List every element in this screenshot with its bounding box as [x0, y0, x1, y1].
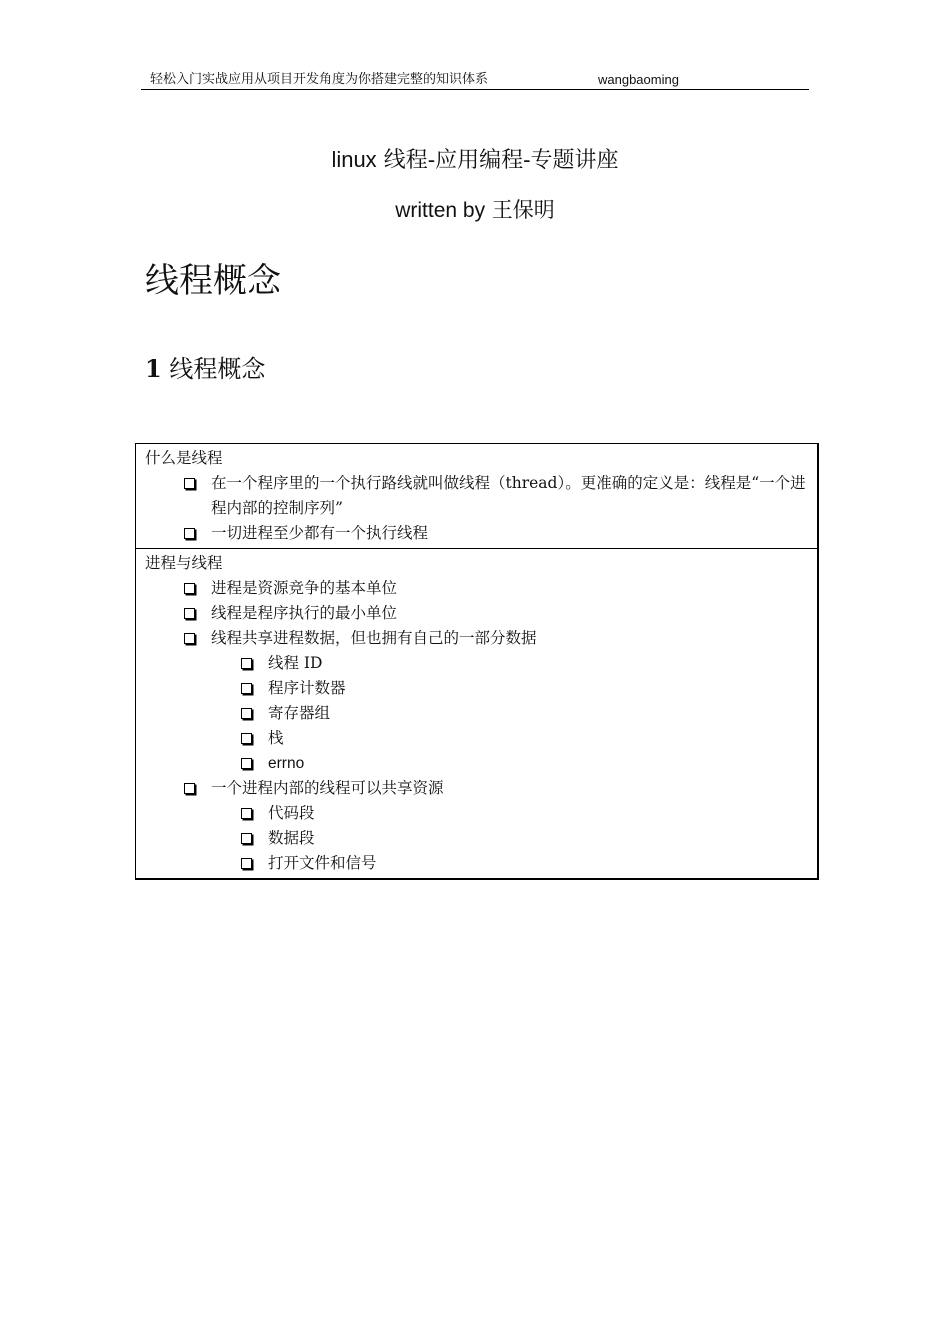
- sub-list-item-text: 栈: [268, 729, 284, 747]
- sub-list-item: [145, 751, 817, 776]
- checkbox-bullet-icon: [184, 633, 195, 644]
- heading-2: [145, 352, 265, 386]
- list-item-text: 一切进程至少都有一个执行线程: [211, 524, 429, 542]
- list-item: [145, 576, 817, 601]
- author-name: 王保明: [491, 198, 555, 222]
- heading-1: 线程概念: [145, 261, 281, 301]
- checkbox-bullet-icon: [184, 528, 195, 539]
- sub-list-item: [145, 851, 817, 876]
- list-item: [145, 521, 817, 546]
- section-title: 进程与线程: [145, 554, 223, 572]
- header-right-text: wangbaoming: [598, 72, 679, 87]
- checkbox-bullet-icon: [241, 733, 252, 744]
- sub-list-item: [145, 651, 817, 676]
- list-item-text: 线程共享进程数据，但也拥有自己的一部分数据: [211, 629, 537, 647]
- list-item: [145, 471, 817, 521]
- checkbox-bullet-icon: [241, 858, 252, 869]
- sub-list-item-text: 代码段: [268, 804, 315, 822]
- checkbox-bullet-icon: [241, 808, 252, 819]
- list-item: [145, 601, 817, 626]
- heading-2-number: 1: [145, 354, 162, 383]
- page-header: [141, 70, 809, 90]
- checkbox-bullet-icon: [184, 478, 195, 489]
- sub-list-item: [145, 676, 817, 701]
- section-title: 什么是线程: [145, 449, 223, 467]
- sub-list-item-text: 线程 ID: [268, 654, 323, 672]
- sub-list-item: [145, 701, 817, 726]
- checkbox-bullet-icon: [241, 758, 252, 769]
- list-item-text: 线程是程序执行的最小单位: [211, 604, 398, 622]
- checkbox-bullet-icon: [241, 708, 252, 719]
- document-title-main: 线程-应用编程-专题讲座: [383, 148, 619, 173]
- sub-list-item-text: 程序计数器: [268, 679, 346, 697]
- sub-list-item-text: 打开文件和信号: [268, 854, 377, 872]
- list-item: [145, 626, 817, 651]
- section-what-is-thread: [136, 444, 817, 548]
- checkbox-bullet-icon: [241, 833, 252, 844]
- sub-list-item-text: 寄存器组: [268, 704, 331, 722]
- section-process-and-thread: [136, 548, 817, 878]
- checkbox-bullet-icon: [184, 608, 195, 619]
- document-title: [141, 145, 809, 176]
- heading-2-text: 线程概念: [169, 355, 266, 383]
- sub-list-item-text: errno: [268, 755, 305, 772]
- checkbox-bullet-icon: [184, 783, 195, 794]
- content-table: [135, 443, 819, 880]
- sub-list-item: [145, 826, 817, 851]
- document-author: [141, 195, 809, 226]
- checkbox-bullet-icon: [184, 583, 195, 594]
- checkbox-bullet-icon: [241, 658, 252, 669]
- checkbox-bullet-icon: [241, 683, 252, 694]
- document-title-prefix: linux: [331, 147, 377, 172]
- list-item: [145, 776, 817, 801]
- list-item-text: 一个进程内部的线程可以共享资源: [211, 779, 444, 797]
- list-item-text: 在一个程序里的一个执行路线就叫做线程（thread）。更准确的定义是：线程是“一个进程内部的控制序列”: [211, 474, 806, 517]
- sub-list-item: [145, 801, 817, 826]
- sub-list-item-text: 数据段: [268, 829, 315, 847]
- author-prefix: written by: [395, 199, 486, 222]
- sub-list-item: [145, 726, 817, 751]
- list-item-text: 进程是资源竞争的基本单位: [211, 579, 398, 597]
- header-left-text: 轻松入门实战应用从项目开发角度为你搭建完整的知识体系: [150, 72, 489, 87]
